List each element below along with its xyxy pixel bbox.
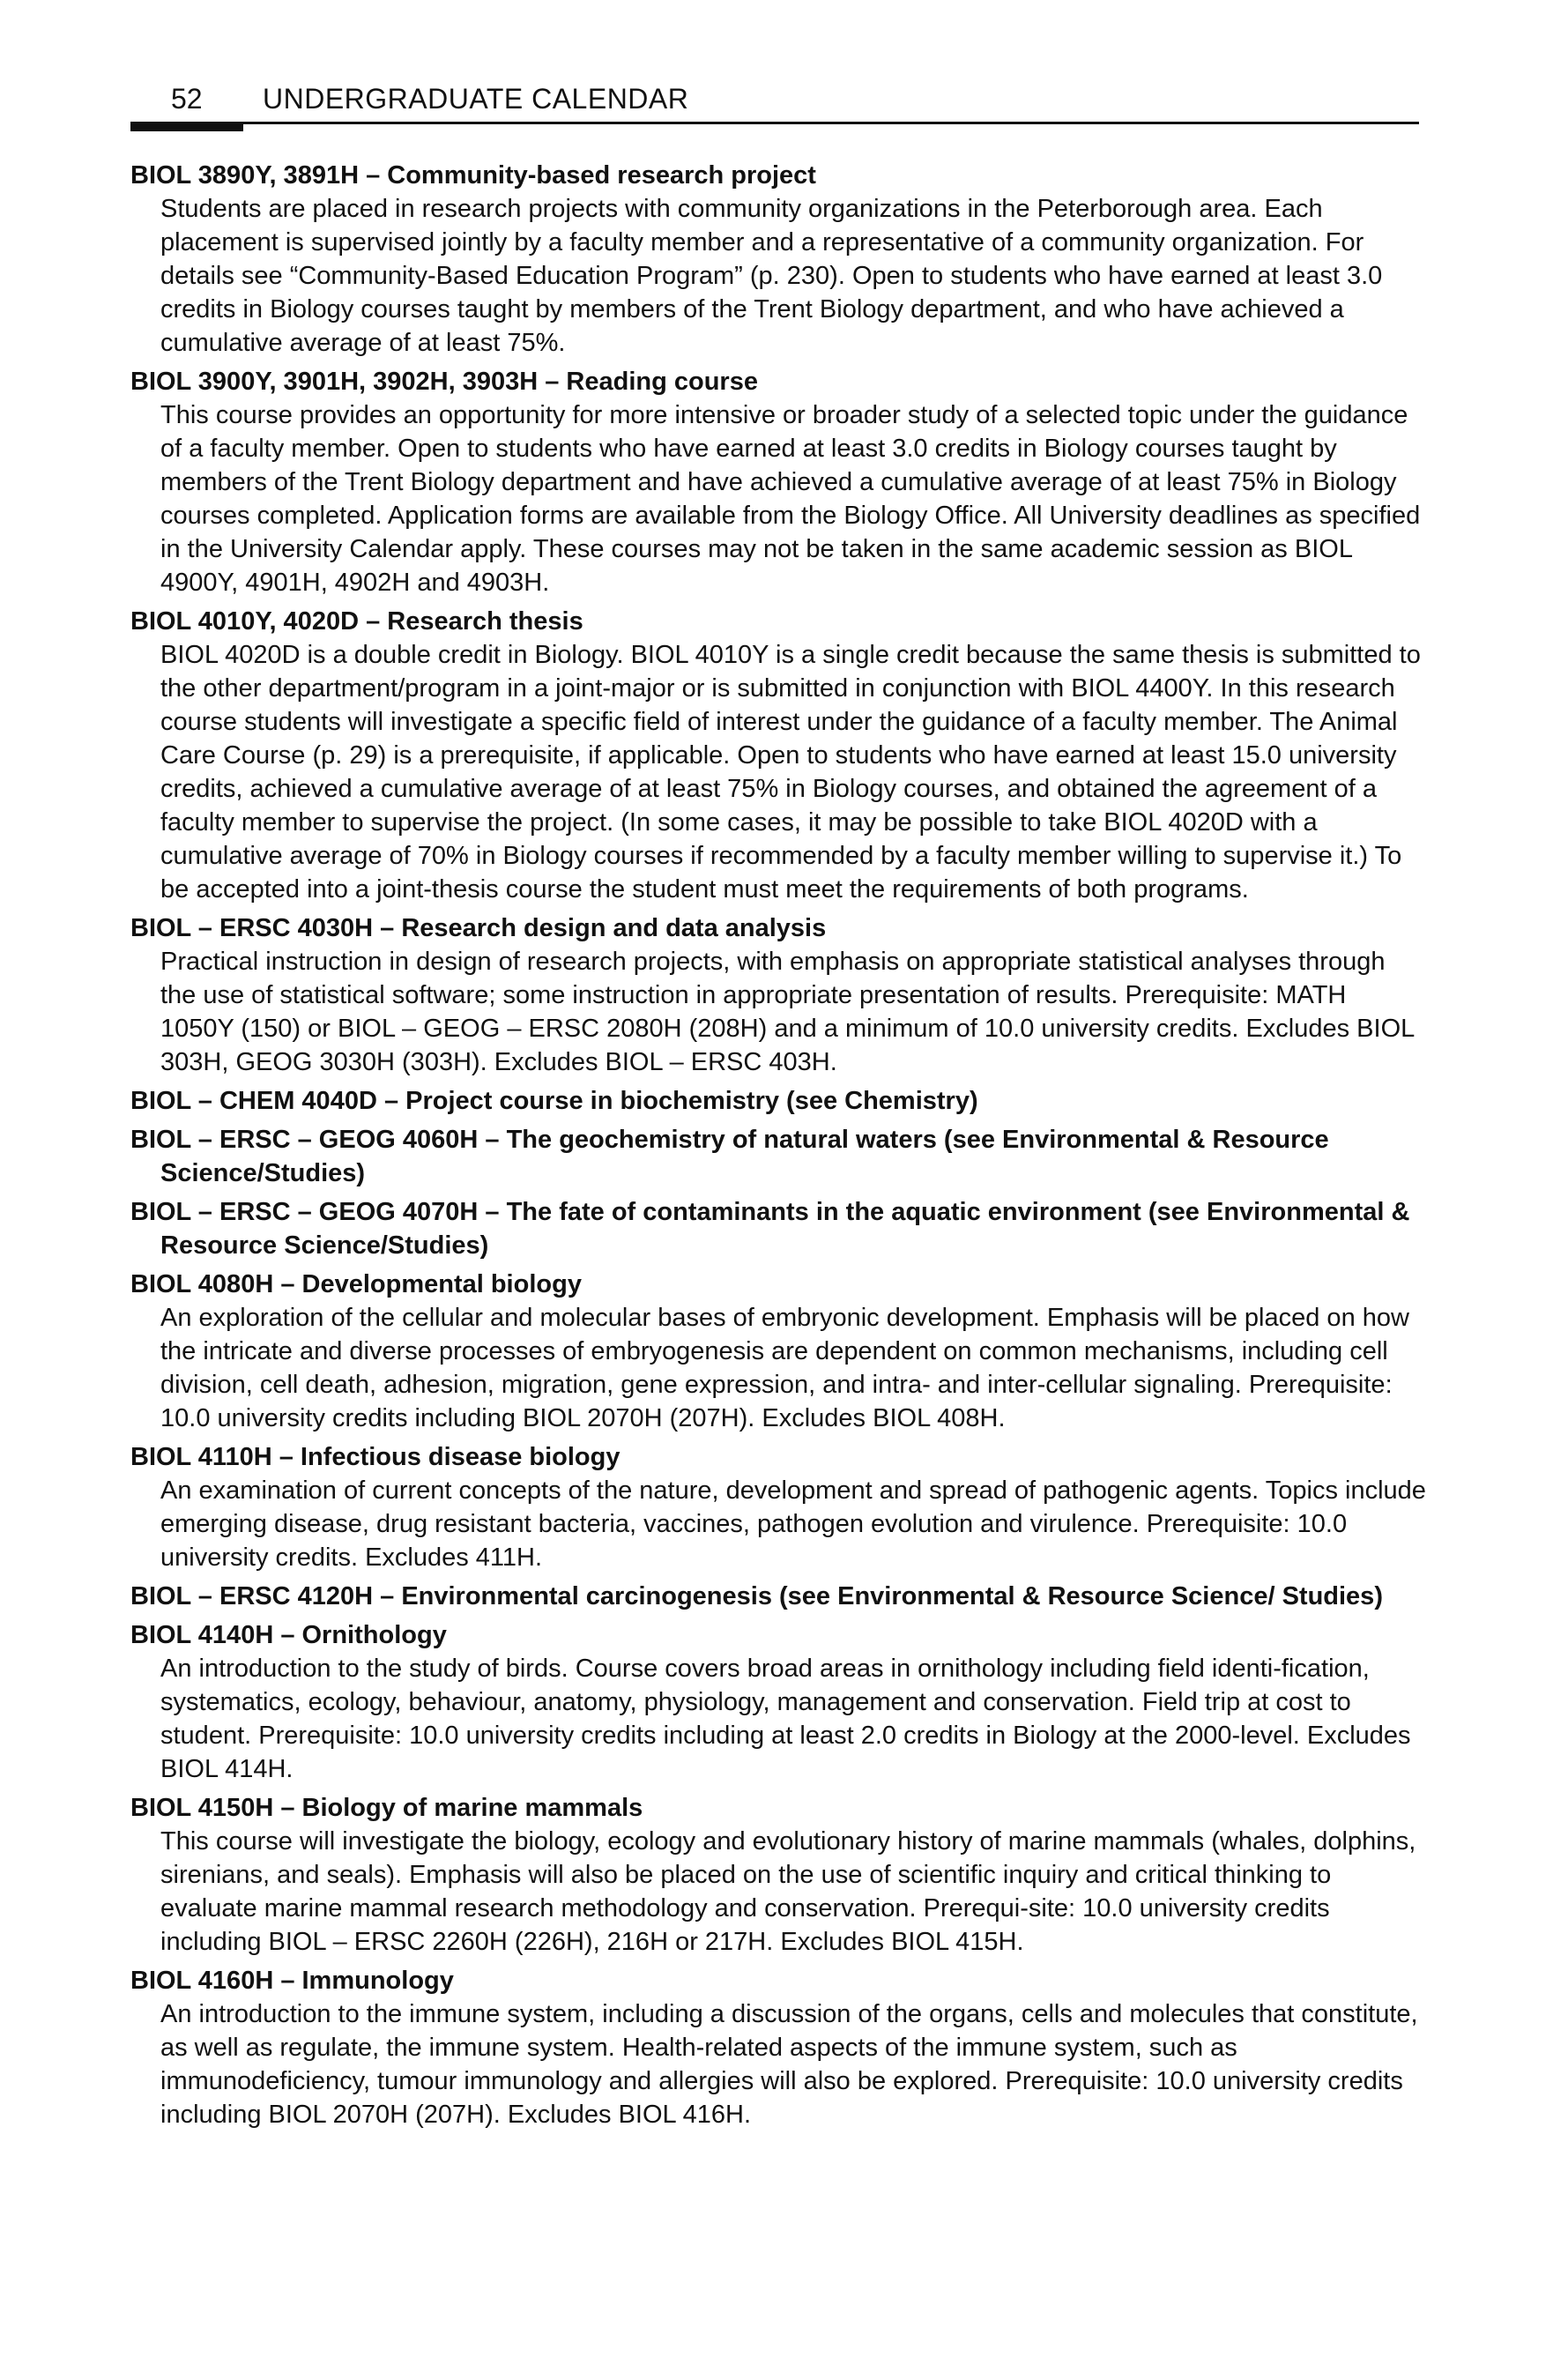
header-rule-accent — [130, 122, 243, 131]
page-header — [130, 83, 1419, 136]
course-entry — [130, 1618, 1426, 1786]
course-description: An introduction to the immune system, including a discussion of the organs, cells and molecules that constitute, as well as regulate, the immune system. Health-related aspects of the immune system, such as immunodeficiency, tumour immunology and allergies will also be explored. Prerequisite: 10.0 university credits including BIOL 2070H (207H). Excludes BIOL 416H. — [160, 2000, 1418, 2129]
course-title: BIOL 4140H – Ornithology — [130, 1621, 447, 1649]
course-entry — [130, 1123, 1426, 1190]
course-description: An examination of current concepts of the nature, development and spread of pathogenic agents. Topics include emerging disease, drug resistant bacteria, vaccines, pathogen evolution and virulence. Prerequisite: 10.0 university credits. Excludes 411H. — [160, 1476, 1426, 1572]
course-description: An introduction to the study of birds. Course covers broad areas in ornithology including field identi-fication, systematics, ecology, behaviour, anatomy, physiology, management and conservation. Field trip at cost to student. Prerequisite: 10.0 university credits including at least 2.0 credits in Biology at the 2000-level. Excludes BIOL 414H. — [160, 1655, 1411, 1783]
course-entry — [130, 1580, 1426, 1613]
course-title: BIOL 4080H – Developmental biology — [130, 1270, 582, 1298]
course-description: Practical instruction in design of research projects, with emphasis on appropriate statistical analyses through the use of statistical software; some instruction in appropriate presentation of results. Prerequisite: MATH 1050Y (150) or BIOL – GEOG – ERSC 2080H (208H) and a minimum of 10.0 university credits. Excludes BIOL 303H, GEOG 3030H (303H). Excludes BIOL – ERSC 403H. — [160, 948, 1415, 1076]
course-description: An exploration of the cellular and molecular bases of embryonic development. Emphasis will be placed on how the intricate and diverse processes of embryogenesis are dependent on common mechanisms, including cell division, cell death, adhesion, migration, gene expression, and intra- and inter-cellular signaling. Prerequisite: 10.0 university credits including BIOL 2070H (207H). Excludes BIOL 408H. — [160, 1304, 1409, 1432]
course-title: BIOL – ERSC – GEOG 4060H – The geochemistry of natural waters (see Environmental & Resource Science/Studies) — [130, 1126, 1329, 1187]
page-number: 52 — [171, 83, 203, 115]
course-description: BIOL 4020D is a double credit in Biology. BIOL 4010Y is a single credit because the same thesis is submitted to the other department/program in a joint-major or is submitted in conjunction with BIOL 4400Y. In this research course students will investigate a specific field of interest under the guidance of a faculty member. The Animal Care Course (p. 29) is a prerequisite, if applicable. Open to students who have earned at least 15.0 university credits, achieved a cumulative average of at least 75% in Biology courses, and obtained the agreement of a faculty member to supervise the project. (In some cases, it may be possible to take BIOL 4020D with a cumulative average of 70% in Biology courses if recommended by a faculty member willing to supervise it.) To be accepted into a joint-thesis course the student must meet the requirements of both programs. — [160, 641, 1421, 904]
running-title: UNDERGRADUATE CALENDAR — [263, 83, 689, 115]
course-entry — [130, 1964, 1426, 2131]
course-title: BIOL – CHEM 4040D – Project course in biochemistry (see Chemistry) — [130, 1087, 978, 1115]
course-entry — [130, 911, 1426, 1079]
course-description: This course provides an opportunity for more intensive or broader study of a selected topic under the guidance of a faculty member. Open to students who have earned at least 3.0 credits in Biology courses taught by members of the Trent Biology department and have achieved a cumulative average of at least 75% in Biology courses completed. Application forms are available from the Biology Office. All University deadlines as specified in the University Calendar apply. These courses may not be taken in the same academic session as BIOL 4900Y, 4901H, 4902H and 4903H. — [160, 401, 1421, 597]
course-entry — [130, 1084, 1426, 1118]
course-title: BIOL 4150H – Biology of marine mammals — [130, 1794, 643, 1822]
course-description: This course will investigate the biology, ecology and evolutionary history of marine mammals (whales, dolphins, sirenians, and seals). Emphasis will also be placed on the use of scientific inquiry and critical thinking to evaluate marine mammal research methodology and conservation. Prerequi-site: 10.0 university credits including BIOL – ERSC 2260H (226H), 216H or 217H. Excludes BIOL 415H. — [160, 1827, 1416, 1956]
course-title: BIOL 4160H – Immunology — [130, 1967, 454, 1995]
course-entry — [130, 1268, 1426, 1435]
course-entry — [130, 1195, 1426, 1262]
course-title: BIOL – ERSC 4120H – Environmental carcinogenesis (see Environmental & Resource Science/ Studies) — [130, 1582, 1383, 1610]
course-title: BIOL 3890Y, 3891H – Community-based research project — [130, 161, 816, 190]
course-title: BIOL – ERSC 4030H – Research design and data analysis — [130, 914, 827, 942]
course-title: BIOL – ERSC – GEOG 4070H – The fate of contaminants in the aquatic environment (see Environmental & Resource Science/Studies) — [130, 1198, 1410, 1260]
course-title: BIOL 3900Y, 3901H, 3902H, 3903H – Reading course — [130, 368, 758, 396]
course-entry — [130, 365, 1426, 599]
header-rule — [130, 122, 1419, 124]
course-description: Students are placed in research projects with community organizations in the Peterborough area. Each placement is supervised jointly by a faculty member and a representative of a community organization. For details see “Community-Based Education Program” (p. 230). Open to students who have earned at least 3.0 credits in Biology courses taught by members of the Trent Biology department, and who have achieved a cumulative average of at least 75%. — [160, 195, 1383, 357]
course-entry — [130, 1440, 1426, 1574]
course-entry — [130, 605, 1426, 906]
course-title: BIOL 4110H – Infectious disease biology — [130, 1443, 620, 1471]
course-list — [130, 159, 1426, 2137]
course-entry — [130, 159, 1426, 360]
course-title: BIOL 4010Y, 4020D – Research thesis — [130, 607, 583, 636]
course-entry — [130, 1791, 1426, 1959]
